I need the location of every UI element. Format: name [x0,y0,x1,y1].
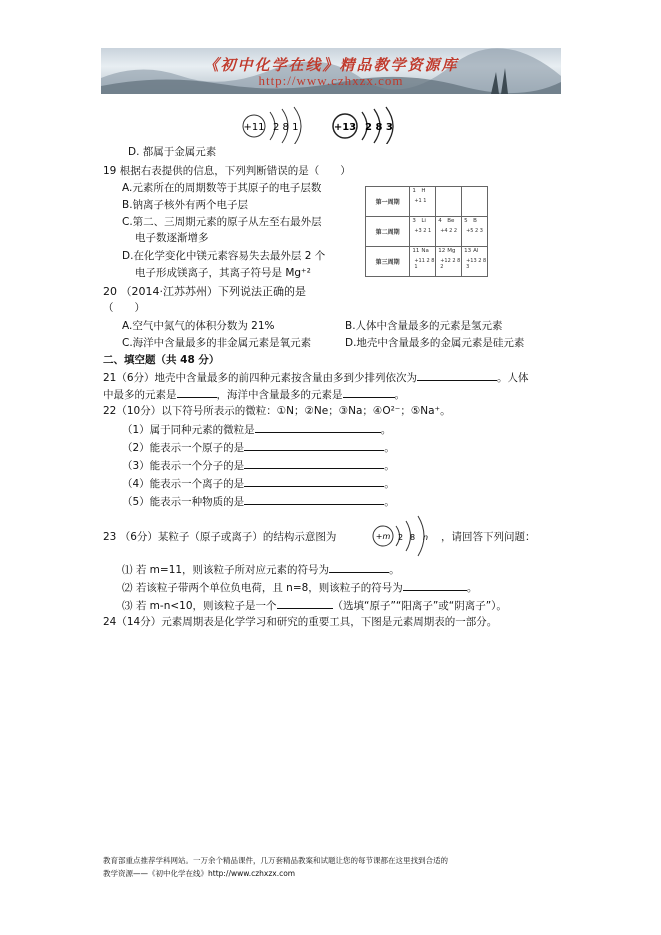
q19-option-c: C.第二、三周期元素的原子从左至右最外层 [122,216,322,228]
q22-item-4: （4）能表示一个离子的是 。 [122,478,395,490]
period-row-2 [366,217,488,247]
element-cell-li: 3 Li +3 2 1 [410,217,436,247]
q22-blank-3[interactable] [244,458,384,469]
q19-option-b: B.钠离子核外有两个电子层 [122,199,249,211]
atom-diagrams [238,106,408,144]
q21-blank-1[interactable] [417,370,497,381]
q20-stem: 20 （2014·江苏苏州）下列说法正确的是 [103,285,306,298]
atom-shells-1: 2 8 1 [273,122,299,133]
q19-option-c-cont: 电子数逐渐增多 [135,232,209,244]
atom-nucleus-2: +13 [333,122,357,133]
element-cell-empty [462,187,488,217]
q22-item-5: （5）能表示一种物质的是 。 [122,496,395,508]
q22-blank-2[interactable] [244,440,384,451]
q23-blank-1[interactable] [329,562,389,573]
period-row-1 [366,187,488,217]
q23-shell-3: n [423,533,429,542]
period-label-2: 第二周期 [366,217,410,247]
q22-item-3: （3）能表示一个分子的是 。 [122,460,395,472]
q22-item-1: （1）属于同种元素的微粒是 。 [122,424,392,436]
period-label-3: 第三周期 [366,247,410,277]
element-cell-h: 1 H +1 1 [410,187,436,217]
footer-line-2: 教学资源——《初中化学在线》http://www.czhxzx.com [103,869,296,878]
atom-shells-2: 2 8 3 [365,122,393,133]
q19-option-d-cont: 电子形成镁离子，其离子符号是 Mg⁺² [135,267,311,279]
q21-line2: 中最多的元素是 ，海洋中含量最多的元素是 。 [103,389,405,401]
q24-stem: 24（14分）元素周期表是化学学习和研究的重要工具，下图是元素周期表的一部分。 [103,616,498,628]
element-cell-be: 4 Be +4 2 2 [436,217,462,247]
q20-option-d: D.地壳中含量最多的金属元素是硅元素 [345,337,525,349]
q19-option-d: D.在化学变化中镁元素容易失去最外层 2 个 [122,250,326,262]
q22-stem: 22（10分）以下符号所表示的微粒：①N；②Ne；③Na；④O²⁻；⑤Na⁺。 [103,405,451,417]
atom-diagram-sodium [243,107,301,144]
q23-sub-3: ⑶ 若 m-n<10，则该粒子是一个 （选填“原子”“阳离子”或“阴离子”）。 [122,600,507,612]
q20-option-c: C.海洋中含量最多的非金属元素是氧元素 [122,337,312,349]
atom-nucleus-1: +11 [243,122,265,133]
q18-option-d: D. 都属于金属元素 [128,146,217,158]
q23-sub-2: ⑵ 若该粒子带两个单位负电荷，且 n=8，则该粒子的符号为 。 [122,582,478,594]
q22-item-2: （2）能表示一个原子的是 。 [122,442,395,454]
q23-stem-b: ，请回答下列问题： [441,531,536,543]
q19-option-a: A.元素所在的周期数等于其原子的电子层数 [122,182,322,194]
q23-sub-1: ⑴ 若 m=11，则该粒子所对应元素的符号为 。 [122,564,400,576]
element-cell-b: 5 B +5 2 3 [462,217,488,247]
q21-blank-3[interactable] [343,387,395,398]
q19-stem: 19 根据右表提供的信息，下列判断错误的是（ ） [103,165,351,177]
q20-option-a: A.空气中氮气的体积分数为 21% [122,320,275,332]
q23-blank-3[interactable] [277,598,333,609]
q23-shell-2: 8 [410,533,416,542]
section-title: 二、填空题（共 48 分） [103,354,220,366]
q23-blank-2[interactable] [403,580,467,591]
header-url[interactable]: http://www.czhxzx.com [258,73,404,88]
period-label-1: 第一周期 [366,187,410,217]
q23-nucleus: +m [375,532,391,541]
footer-line-1: 教育部重点推荐学科网站。一万余个精品课件，几万套精品教案和试题让您的每节课都在这里找到合适的 [103,856,448,865]
q22-blank-5[interactable] [244,494,384,505]
q23-shell-1: 2 [398,533,404,542]
element-cell-al: 13 Al +13 2 8 3 [462,247,488,277]
q22-blank-1[interactable] [255,422,381,433]
header-title: 《初中化学在线》精品教学资源库 [203,56,459,74]
atom-diagram-aluminum [333,107,393,144]
q23-stem-a: 23 （6分）某粒子（原子或离子）的结构示意图为 [103,531,337,543]
q22-blank-4[interactable] [244,476,384,487]
q21-blank-2[interactable] [177,387,217,398]
element-cell-empty [436,187,462,217]
q20-paren: （ ） [103,302,145,314]
q20-option-b: B.人体中含量最多的元素是氢元素 [345,320,503,332]
period-row-3 [366,247,488,277]
q23-particle-diagram [370,512,438,560]
element-cell-mg: 12 Mg +12 2 8 2 [436,247,462,277]
q21-line1: 21（6分）地壳中含量最多的前四种元素按含量由多到少排列依次为 。人体 [103,372,529,384]
header-banner [101,48,561,94]
periodic-table-excerpt [365,186,488,277]
element-cell-na: 11 Na +11 2 8 1 [410,247,436,277]
